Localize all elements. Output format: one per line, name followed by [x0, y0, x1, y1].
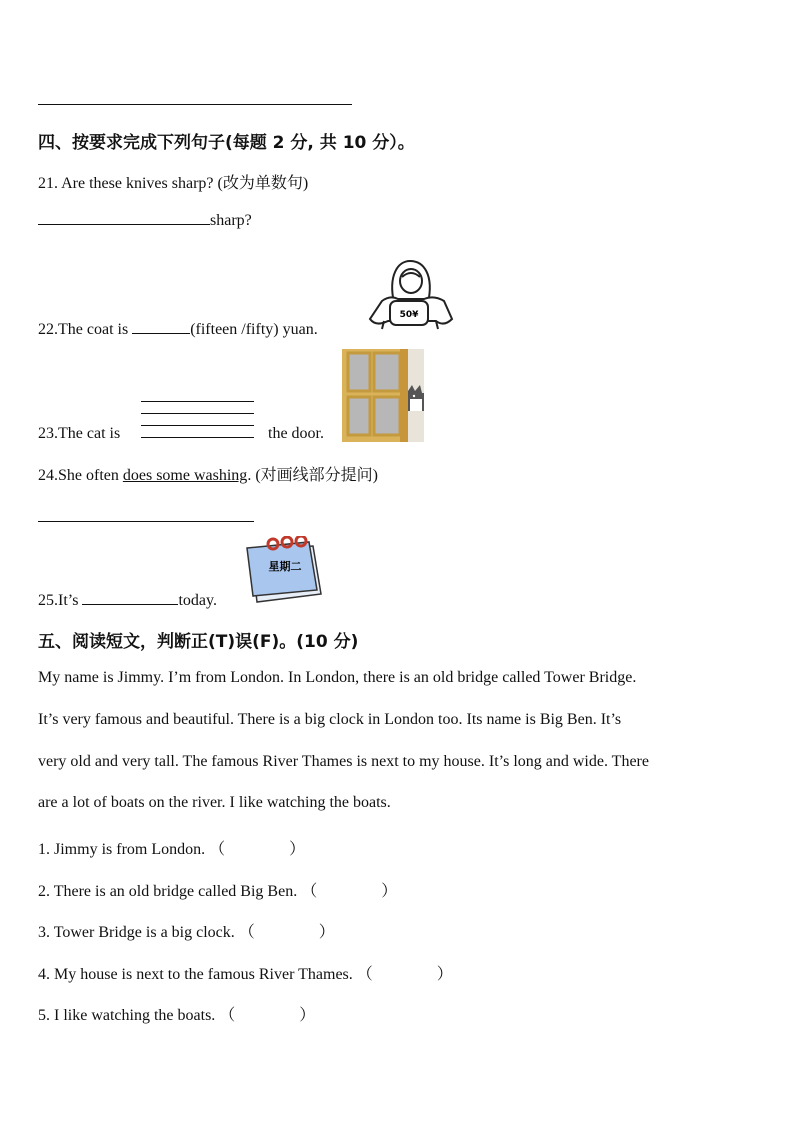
statement-4-answer[interactable]: （ ）: [356, 966, 453, 983]
section5-heading: 五、阅读短文，判断正(T)误(F)。(10 分): [38, 632, 359, 652]
q22-row: [38, 321, 318, 339]
q23-option-line-1: [141, 401, 254, 402]
q21-prompt: 21. Are these knives sharp? (改为单数句): [38, 175, 309, 192]
coat-price-image: [364, 255, 456, 335]
statement-3-text: 3. Tower Bridge is a big clock.: [38, 924, 235, 941]
statement-5: [38, 1002, 315, 1025]
passage-line-4: are a lot of boats on the river. I like watching the boats.: [38, 794, 391, 811]
coat-price-tag: 50¥: [399, 310, 419, 320]
q24-row: [38, 462, 378, 485]
statement-2-answer[interactable]: （ ）: [301, 883, 398, 900]
statement-3-answer[interactable]: （ ）: [238, 924, 335, 941]
q24-underlined: does some washing: [122, 467, 248, 484]
q22-text: 22.The coat is: [38, 321, 129, 338]
q25-before: 25.It’s: [38, 592, 79, 609]
q21-answer-row: [38, 212, 252, 230]
q23-option-line-2: [141, 413, 254, 414]
section4-heading: 四、按要求完成下列句子(每题 2 分, 共 10 分）。: [38, 133, 415, 153]
cat-door-image: [342, 349, 424, 442]
passage-line-3: very old and very tall. The famous River Thames is next to my house. It’s long and wide. There: [38, 753, 649, 770]
q21-answer-suffix: sharp?: [210, 212, 252, 229]
q24-before: 24.She often: [38, 467, 123, 484]
statement-3: [38, 919, 335, 942]
calendar-label: 星期二: [268, 560, 302, 573]
statement-5-text: 5. I like watching the boats.: [38, 1007, 216, 1024]
passage-line-2: It’s very famous and beautiful. There is a big clock in London too. Its name is Big Ben. It’s: [38, 711, 622, 728]
calendar-image: [243, 536, 323, 608]
q23-option-line-4[interactable]: [141, 437, 254, 438]
statement-4-text: 4. My house is next to the famous River Thames.: [38, 966, 353, 983]
q22-options: (fifteen /fifty) yuan.: [190, 321, 318, 338]
q25-after: today.: [178, 592, 217, 609]
q23-after: the door.: [268, 425, 324, 442]
statement-2-text: 2. There is an old bridge called Big Ben.: [38, 883, 298, 900]
statement-1-answer[interactable]: （ ）: [209, 841, 306, 858]
passage-line-1: My name is Jimmy. I’m from London. In London, there is an old bridge called Tower Bridge.: [38, 669, 637, 686]
statement-2: [38, 878, 397, 901]
statement-1-text: 1. Jimmy is from London.: [38, 841, 206, 858]
statement-4: [38, 961, 453, 984]
q23-option-line-3: [141, 425, 254, 426]
q25-blank[interactable]: [82, 603, 178, 605]
q21-answer-blank[interactable]: [38, 223, 210, 225]
answer-line-top[interactable]: [38, 104, 352, 105]
statement-5-answer[interactable]: （ ）: [219, 1007, 316, 1024]
statement-1: [38, 836, 305, 859]
q25-row: [38, 592, 217, 610]
q22-blank[interactable]: [132, 332, 190, 334]
q23-text: 23.The cat is: [38, 425, 121, 442]
q24-answer-line[interactable]: [38, 521, 254, 522]
q24-after: . (对画线部分提问): [247, 467, 378, 484]
